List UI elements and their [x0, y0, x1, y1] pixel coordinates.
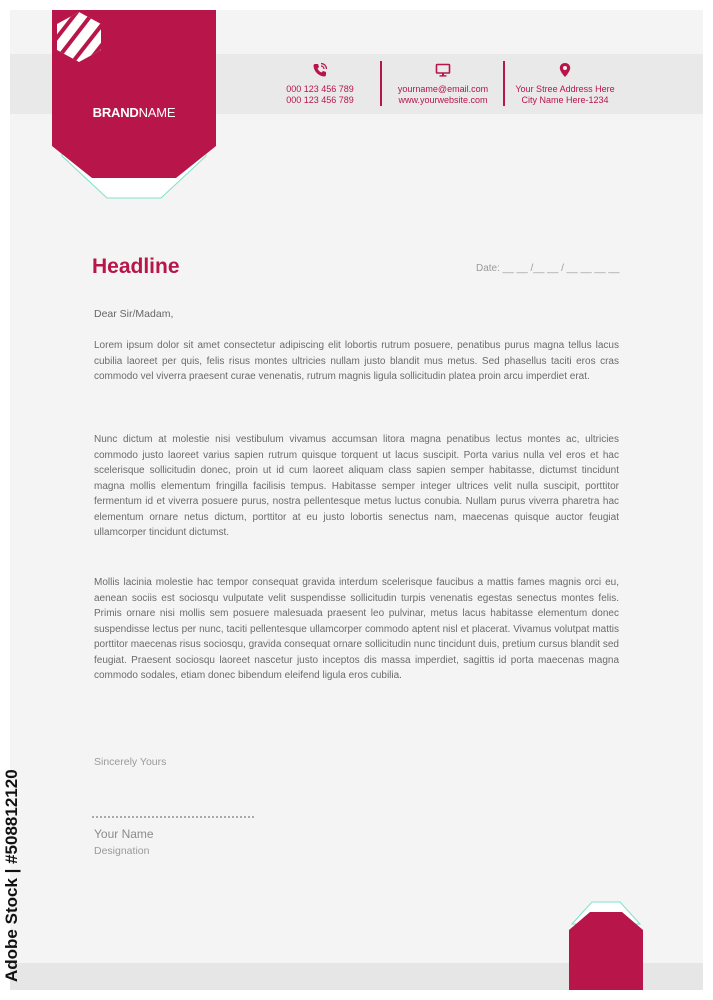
greeting: Dear Sir/Madam,	[94, 308, 174, 320]
contact-address	[508, 62, 622, 106]
date-field: Date: __ __ /__ __ / __ __ __ __	[476, 263, 620, 274]
stock-watermark: Adobe Stock | #508812120	[2, 769, 21, 982]
footer-tab-shape	[566, 900, 646, 990]
signer-name: Your Name	[94, 827, 154, 841]
contact-divider	[380, 61, 382, 106]
address-line-2: City Name Here-1234	[521, 95, 609, 105]
body-paragraph: Lorem ipsum dolor sit amet consectetur adipiscing elit lobortis rutrum posuere, penatibus purus magna tellus lacus cubilia laoreet per quis, felis risus montes ultricies nullam justo blandit mus metus. Sed phasellus taciti eros cras commodo vel viverra praesent curae venenatis, rutrum magnis ligula sollicitudin platea proin arcu imperdiet erat.	[94, 340, 619, 382]
letterhead-page	[10, 10, 703, 990]
signature-line	[92, 816, 254, 818]
phone-2: 000 123 456 789	[286, 95, 354, 105]
contact-divider	[503, 61, 505, 106]
footer-tab	[566, 900, 646, 990]
contact-phone	[272, 62, 368, 106]
designation: Designation	[94, 845, 150, 857]
phone-1: 000 123 456 789	[286, 84, 354, 94]
website[interactable]: www.yourwebsite.com	[398, 95, 488, 105]
closing: Sincerely Yours	[94, 756, 167, 768]
map-pin-icon	[557, 62, 573, 78]
logo-tab	[52, 10, 216, 210]
contact-web	[390, 62, 496, 106]
address-line-1: Your Stree Address Here	[515, 84, 615, 94]
hexagon-stripes-logo	[52, 10, 106, 64]
body-paragraph: Nunc dictum at molestie nisi vestibulum vivamus accumsan litora magna penatibus lectus montes ac, ultricies commodo justo laoreet varius sapien rutrum quisque torquent ut lacus suscipit. Porta varius nulla vel eros et hac scelerisque sollicitudin donec, proin ut id cum laoreet aliquam class sapien semper habitasse, dictumst tincidunt magna mollis elementum fringilla facilisis tempus. Habitasse semper integer ultrices velit nulla suscipit, porttitor fermentum id et viverra posuere purus, nostra pellentesque metus luctus conubia. Nullam purus viverra pharetra hac elementum ornare netus dictum, porttitor at eu justo lobortis senectus nam, maecenas quisque auctor feugiat ullamcorper tincidunt dictumst.	[94, 434, 619, 538]
headline: Headline	[92, 255, 180, 278]
body-paragraph: Mollis lacinia molestie hac tempor consequat gravida interdum scelerisque faucibus a mattis fames magnis orci eu, aenean sociis est sociosqu vulputate velit suspendisse sollicitudin turpis venenatis egestas senectus montes felis. Primis ornare nisi mollis sem posuere malesuada praesent leo pulvinar, metus lacus habitasse elementum donec suspendisse lectus per nunc, taciti pellentesque ullamcorper commodo aptent nisl et placerat. Vivamus volutpat mattis porttitor maecenas risus sociosqu, gravida consequat ornare sollicitudin nunc tincidunt duis, pretium cursus blandit sed feugiat. Praesent sociosqu laoreet nascetur justo inceptos dis massa imperdiet, sagittis id porta maecenas magna commodo sodales, etiam donec bibendum eleifend ligula eros cubilia.	[94, 577, 619, 681]
brand-name: BRANDNAME	[92, 105, 176, 120]
email[interactable]: yourname@email.com	[397, 84, 489, 94]
monitor-icon	[435, 62, 451, 78]
phone-icon	[312, 62, 328, 78]
